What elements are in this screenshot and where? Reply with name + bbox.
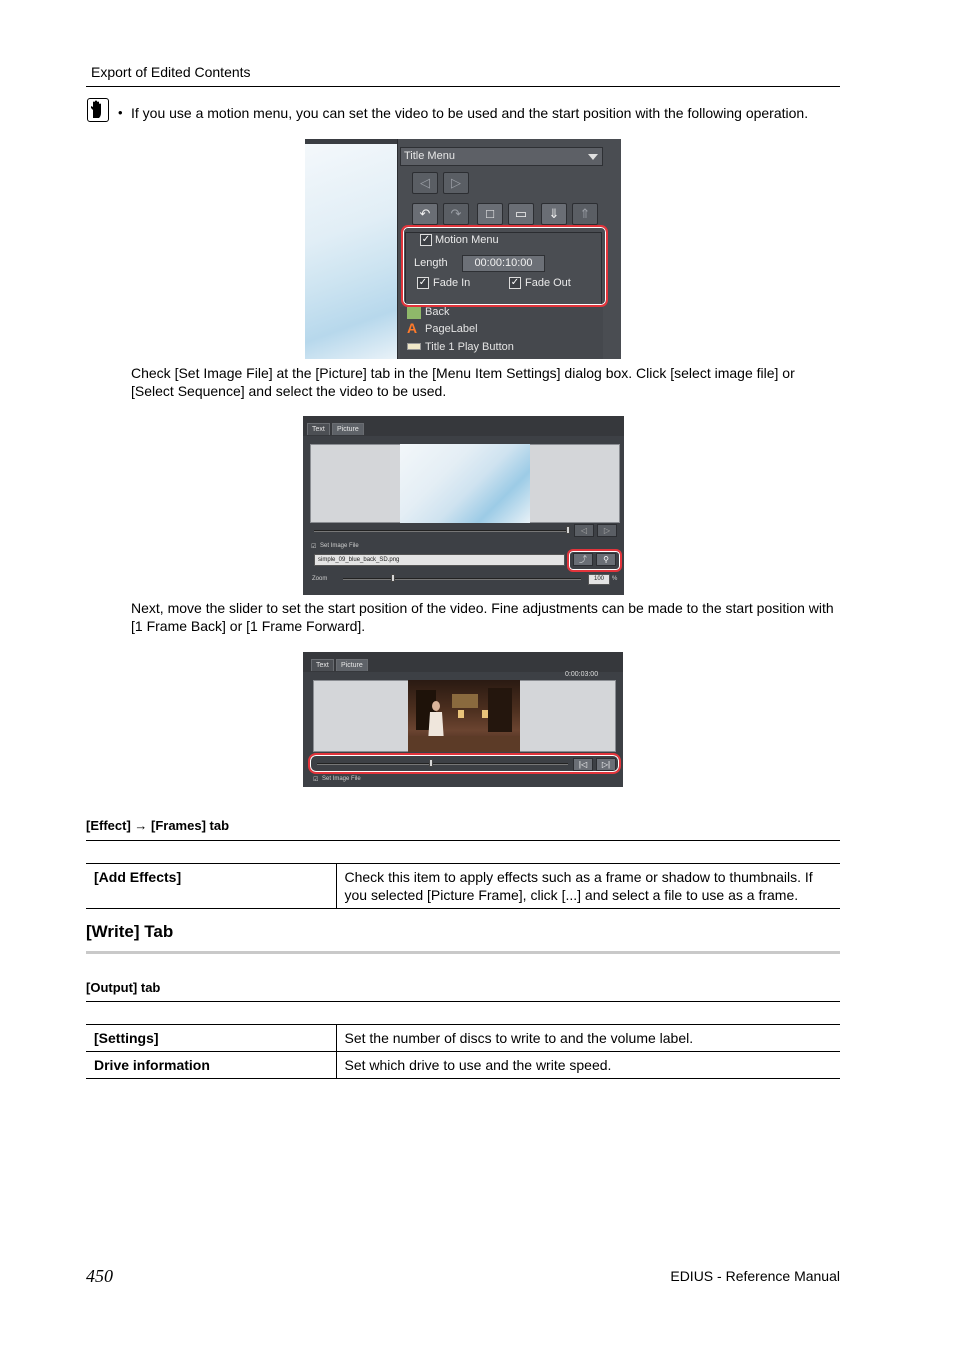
image-preview: [400, 444, 530, 523]
note-text: If you use a motion menu, you can set the video to be used and the start position with the following operation.: [131, 105, 809, 121]
fade-out-checkbox[interactable]: ✓: [510, 277, 520, 288]
monitor-icon[interactable]: ▭: [508, 203, 534, 225]
redo-icon[interactable]: ↷: [443, 203, 469, 225]
output-tab-title: [Output] tab: [86, 980, 161, 995]
picture-tab-screenshot: [303, 416, 624, 595]
write-tab-heading: [Write] Tab: [86, 922, 174, 941]
fade-out-label: Fade Out: [525, 277, 571, 289]
undo-icon[interactable]: ↶: [412, 203, 438, 225]
select-sequence-icon[interactable]: ⚲: [596, 553, 616, 566]
frame-forward-icon[interactable]: ▷|: [596, 758, 616, 771]
next-icon[interactable]: ▷: [443, 172, 469, 194]
highlight-frame: [308, 753, 621, 774]
section-rule: [86, 1001, 840, 1002]
table-row: [86, 864, 840, 909]
tab-text[interactable]: Text: [307, 423, 330, 435]
image-icon: [407, 307, 421, 319]
set-image-checkbox[interactable]: ☑: [313, 777, 319, 783]
section-rule: [86, 840, 840, 841]
zoom-value-field[interactable]: 100: [588, 574, 610, 585]
table-row: [86, 1025, 840, 1052]
frame-back-icon[interactable]: |◁: [573, 758, 593, 771]
table-key: Drive information: [86, 1052, 336, 1079]
highlight-frame: [401, 225, 608, 307]
zoom-label: Zoom: [312, 576, 328, 582]
tab-picture[interactable]: Picture: [332, 423, 364, 435]
table-key: [Settings]: [86, 1025, 336, 1052]
set-image-file-label: Set Image File: [322, 776, 361, 782]
zoom-slider[interactable]: [343, 578, 581, 580]
menu-preview: [305, 144, 397, 359]
file-name-field[interactable]: simple_09_blue_back_SD.png: [314, 554, 565, 566]
running-header: Export of Edited Contents: [91, 64, 251, 80]
paragraph-slider: Next, move the slider to set the start position of the video. Fine adjustments can be made to the start position with [1 Frame Back] or [1 Frame Forward].: [131, 600, 834, 634]
video-position-screenshot: [303, 652, 623, 787]
motion-menu-checkbox[interactable]: ✓: [421, 234, 431, 245]
motion-menu-label: Motion Menu: [435, 234, 499, 246]
table-row: [86, 1052, 840, 1079]
text-label-icon: A: [407, 320, 418, 336]
import-icon[interactable]: ⇓: [541, 203, 567, 225]
table-value: Check this item to apply effects such as a frame or shadow to thumbnails. If you selected [Picture Frame], click [...] and select a file to use as a frame.: [336, 864, 840, 909]
slider-thumb[interactable]: [566, 526, 570, 534]
dropdown-value: Title Menu: [404, 150, 455, 162]
paragraph-set-image: Check [Set Image File] at the [Picture] tab in the [Menu Item Settings] dialog box. Click [select image file] or [Select Sequence] and select the video to be used.: [131, 365, 795, 399]
page-number: 450: [86, 1266, 113, 1286]
zoom-thumb[interactable]: [391, 574, 395, 582]
timecode: 0:00:03:00: [565, 671, 599, 678]
note-bullet: •: [118, 105, 123, 120]
fade-in-checkbox[interactable]: ✓: [418, 277, 428, 288]
frame-back-icon[interactable]: ◁: [574, 524, 594, 537]
list-item[interactable]: Back: [425, 306, 450, 318]
motion-menu-screenshot: [305, 139, 621, 359]
list-item[interactable]: Title 1 Play Button: [425, 341, 514, 353]
heading-rule: [86, 951, 840, 954]
select-file-icon[interactable]: ⤴: [573, 553, 593, 566]
tab-text[interactable]: Text: [311, 659, 334, 671]
manual-title: EDIUS - Reference Manual: [670, 1268, 840, 1284]
length-label: Length: [414, 257, 448, 269]
video-frame: [408, 680, 520, 752]
table-key: [Add Effects]: [86, 864, 336, 909]
fade-in-label: Fade In: [433, 277, 471, 289]
header-rule: [86, 86, 840, 87]
set-image-checkbox[interactable]: ☑: [311, 544, 317, 550]
button-icon: [407, 343, 421, 350]
list-item[interactable]: PageLabel: [425, 323, 478, 335]
highlight-frame: [567, 549, 622, 572]
table-value: Set which drive to use and the write speed.: [336, 1052, 840, 1079]
length-field[interactable]: 00:00:10:00: [462, 255, 545, 272]
effect-table: [86, 863, 840, 909]
prev-icon[interactable]: ◁: [412, 172, 438, 194]
position-slider[interactable]: [314, 530, 569, 532]
chevron-down-icon: [588, 154, 598, 160]
tab-picture[interactable]: Picture: [336, 659, 368, 671]
table-value: Set the number of discs to write to and the volume label.: [336, 1025, 840, 1052]
export-icon[interactable]: ⇑: [572, 203, 598, 225]
effect-frames-title: [Effect] → [Frames] tab: [86, 818, 230, 833]
square-icon[interactable]: □: [477, 203, 503, 225]
zoom-unit: %: [612, 576, 618, 582]
set-image-file-label: Set Image File: [320, 543, 359, 549]
hand-note-icon: [87, 98, 109, 122]
frame-forward-icon[interactable]: ▷: [597, 524, 617, 537]
title-menu-dropdown[interactable]: [400, 147, 603, 166]
output-table: [86, 1024, 840, 1079]
